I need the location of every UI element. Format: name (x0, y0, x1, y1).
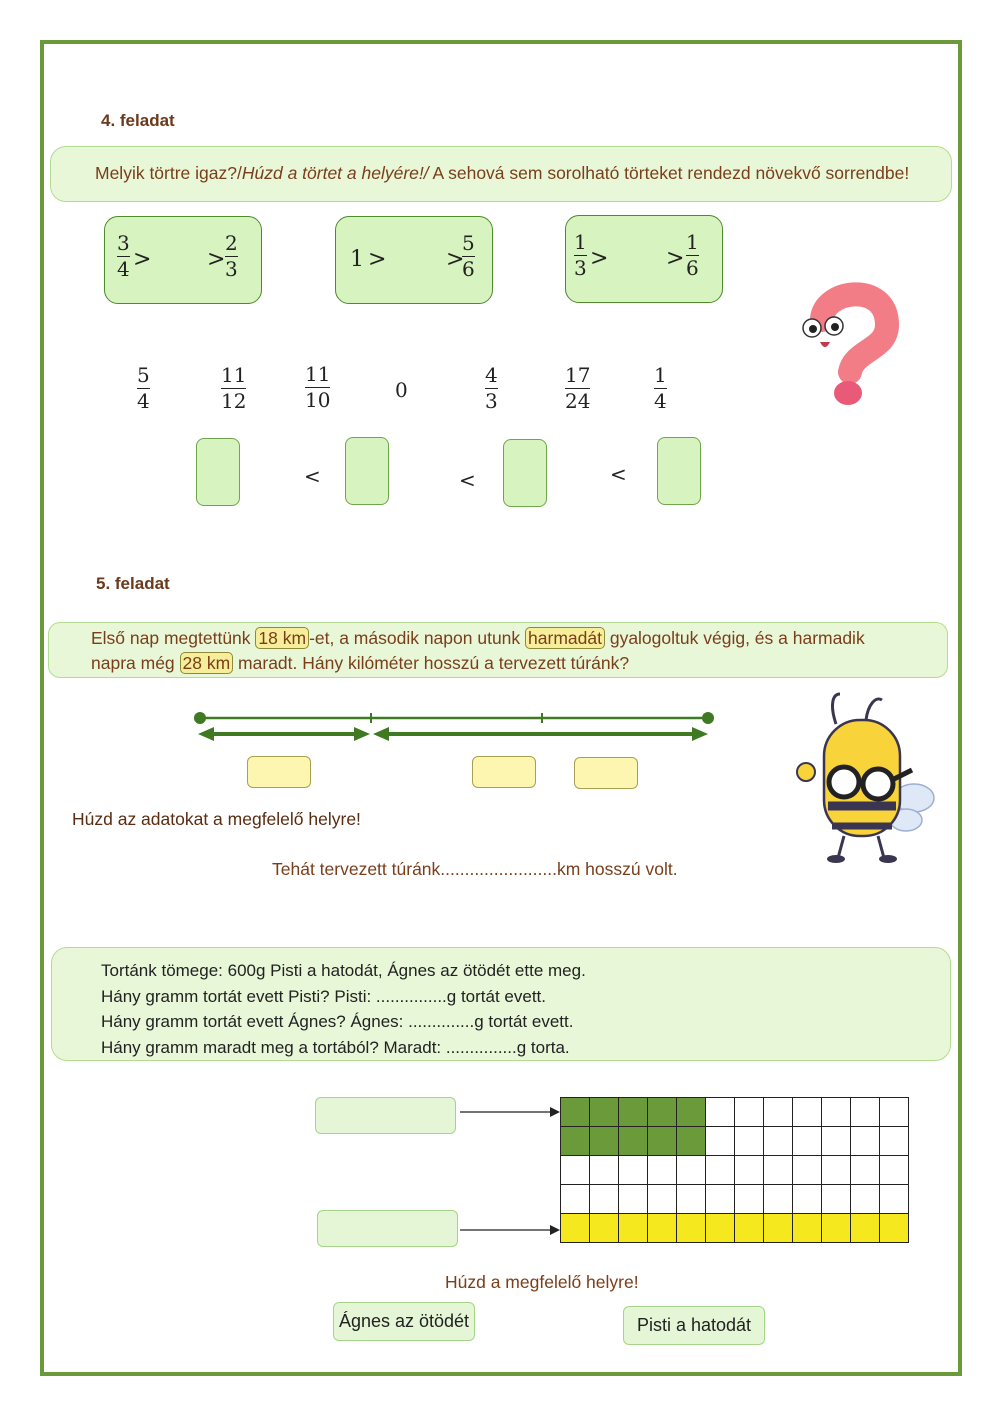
task4-instruction (95, 163, 909, 184)
compare-2-right-fraction: 5 6 (462, 231, 475, 281)
cake-problem-box (51, 947, 951, 1061)
cake-problem-text (101, 958, 586, 1060)
cake-grid (560, 1097, 909, 1243)
cake-line-4: Hány gramm maradt meg a tortából? Maradt: ...............g torta. (101, 1037, 570, 1057)
cake-grid-cell (648, 1098, 677, 1127)
cake-grid-cell (619, 1214, 648, 1243)
compare-3-right-sign: > (666, 246, 685, 271)
cake-grid-cell (561, 1156, 590, 1185)
cake-grid-cell (880, 1185, 909, 1214)
cake-line-2: Hány gramm tortát evett Pisti? Pisti: ...............g tortát evett. (101, 986, 546, 1006)
compare-2-right-sign: > (446, 247, 465, 272)
card-pisti-hatodat[interactable]: Pisti a hatodát (623, 1306, 765, 1345)
cake-grid-cell (590, 1156, 619, 1185)
cake-grid-cell (880, 1214, 909, 1243)
task5-drag-note: Húzd az adatokat a megfelelő helyre! (72, 809, 361, 829)
cake-grid-cell (764, 1098, 793, 1127)
cake-line-1: Tortánk tömege: 600g Pisti a hatodát, Ágnes az ötödét ette meg. (101, 961, 586, 980)
cake-grid-cell (851, 1156, 880, 1185)
cake-grid-cell (706, 1185, 735, 1214)
number-zero[interactable]: 0 (395, 378, 408, 402)
cake-grid-cell (764, 1214, 793, 1243)
compare-box-2[interactable] (335, 216, 493, 304)
cake-grid-cell (735, 1156, 764, 1185)
cake-grid-cell (764, 1185, 793, 1214)
compare-2-left-whole: 1 > (350, 247, 387, 272)
task4-heading: 4. feladat (101, 111, 175, 130)
cake-grid-cell (793, 1185, 822, 1214)
cake-grid-cell (706, 1214, 735, 1243)
highlight-18km[interactable]: 18 km (255, 627, 309, 649)
cake-grid-cell (793, 1156, 822, 1185)
cake-grid-row (561, 1098, 909, 1127)
cake-grid-cell (590, 1127, 619, 1156)
cake-grid-cell (648, 1127, 677, 1156)
cake-grid-cell (648, 1214, 677, 1243)
cake-grid-cell (590, 1185, 619, 1214)
cake-grid-cell (561, 1098, 590, 1127)
order-slot-4[interactable] (657, 437, 701, 505)
card-agnes-otodet[interactable]: Ágnes az ötödét (333, 1302, 475, 1341)
cake-grid-cell (822, 1098, 851, 1127)
route-slot-1[interactable] (247, 756, 311, 788)
order-slot-1[interactable] (196, 438, 240, 506)
order-slot-2[interactable] (345, 437, 389, 505)
fraction-5-4[interactable]: 5 4 (137, 363, 150, 413)
cake-grid-cell (677, 1098, 706, 1127)
order-slot-3[interactable] (503, 439, 547, 507)
cake-grid-cell (677, 1156, 706, 1185)
cake-grid-cell (590, 1214, 619, 1243)
cake-grid-cell (793, 1214, 822, 1243)
order-sign-3: < (610, 462, 627, 486)
cake-grid-cell (764, 1156, 793, 1185)
cake-line-3: Hány gramm tortát evett Ágnes? Ágnes: ..............g tortát evett. (101, 1012, 574, 1031)
fraction-11-10[interactable]: 11 10 (305, 362, 331, 412)
cake-grid-cell (822, 1214, 851, 1243)
cake-grid-cell (619, 1185, 648, 1214)
bee-with-glasses-icon (792, 688, 938, 864)
cake-grid-cell (648, 1156, 677, 1185)
cake-grid-cell (822, 1127, 851, 1156)
cake-grid-cell (619, 1156, 648, 1185)
cake-grid-cell (590, 1098, 619, 1127)
task5-heading: 5. feladat (96, 574, 170, 593)
cake-grid-cell (677, 1214, 706, 1243)
compare-3-left-fraction: 1 3 (574, 230, 587, 280)
fraction-11-12[interactable]: 11 12 (221, 363, 247, 413)
compare-1-left-sign: > (133, 247, 152, 272)
cake-grid-row (561, 1127, 909, 1156)
cake-grid-cell (561, 1214, 590, 1243)
instruction-end: A sehová sem sorolható törteket rendezd növekvő sorrendbe! (428, 163, 910, 183)
cake-grid-cell (648, 1185, 677, 1214)
order-sign-2: < (459, 468, 476, 492)
cake-drag-note: Húzd a megfelelő helyre! (445, 1272, 639, 1292)
cake-grid-cell (851, 1214, 880, 1243)
cake-grid-cell (764, 1127, 793, 1156)
cake-drop-slot-yellow[interactable] (317, 1210, 458, 1247)
cake-grid-cell (851, 1127, 880, 1156)
cake-grid-cell (735, 1185, 764, 1214)
cake-grid-cell (677, 1185, 706, 1214)
question-worm-icon (792, 280, 902, 412)
compare-1-right-fraction: 2 3 (225, 231, 238, 281)
compare-box-1[interactable] (104, 216, 262, 304)
task5-answer-line: Tehát tervezett túránk........................km hosszú volt. (272, 859, 678, 879)
fraction-17-24[interactable]: 17 24 (565, 363, 591, 413)
cake-grid-cell (706, 1098, 735, 1127)
cake-grid-cell (561, 1127, 590, 1156)
cake-grid-cell (880, 1098, 909, 1127)
cake-grid-cell (880, 1127, 909, 1156)
compare-3-right-fraction: 1 6 (686, 230, 699, 280)
cake-grid-cell (735, 1214, 764, 1243)
compare-3-left-sign: > (590, 246, 609, 271)
compare-1-left-fraction: 3 4 (117, 231, 130, 281)
instruction-italic: Húzd a törtet a helyére!/ (241, 163, 429, 183)
cake-grid-cell (706, 1156, 735, 1185)
task5-problem-box (48, 622, 948, 678)
compare-1-right-sign: > (207, 247, 226, 272)
highlight-harmadat[interactable]: harmadát (525, 627, 605, 649)
cake-grid-row (561, 1156, 909, 1185)
cake-drop-slot-green[interactable] (315, 1097, 456, 1134)
cake-grid-cell (793, 1127, 822, 1156)
cake-grid-cell (677, 1127, 706, 1156)
highlight-28km[interactable]: 28 km (180, 652, 234, 674)
compare-box-3[interactable] (565, 215, 723, 303)
cake-grid-cell (735, 1127, 764, 1156)
fraction-1-4[interactable]: 1 4 (654, 363, 667, 413)
route-slot-3[interactable] (574, 757, 638, 789)
task5-problem-text: Első nap megtettünk 18 km -et, a második napon utunk harmadát gyalogoltuk végig, és a harmadik napra még 28 km maradt. Hány kilóméter hosszú a tervezett túránk? (91, 628, 865, 673)
cake-grid-cell (793, 1098, 822, 1127)
fraction-4-3[interactable]: 4 3 (485, 363, 498, 413)
task4-instruction-box (50, 146, 952, 202)
cake-grid-cell (735, 1098, 764, 1127)
route-slot-2[interactable] (472, 756, 536, 788)
cake-grid-cell (880, 1156, 909, 1185)
cake-grid-cell (822, 1156, 851, 1185)
order-sign-1: < (304, 464, 321, 488)
cake-arrows (460, 1104, 562, 1238)
cake-grid-cell (619, 1098, 648, 1127)
instruction-start: Melyik törtre igaz?/ (95, 163, 242, 183)
cake-grid-cell (619, 1127, 648, 1156)
cake-grid-cell (851, 1098, 880, 1127)
cake-grid-cell (851, 1185, 880, 1214)
cake-grid-cell (822, 1185, 851, 1214)
cake-grid-row (561, 1214, 909, 1243)
cake-grid-row (561, 1185, 909, 1214)
route-diagram (190, 706, 720, 746)
cake-grid-cell (561, 1185, 590, 1214)
cake-grid-cell (706, 1127, 735, 1156)
